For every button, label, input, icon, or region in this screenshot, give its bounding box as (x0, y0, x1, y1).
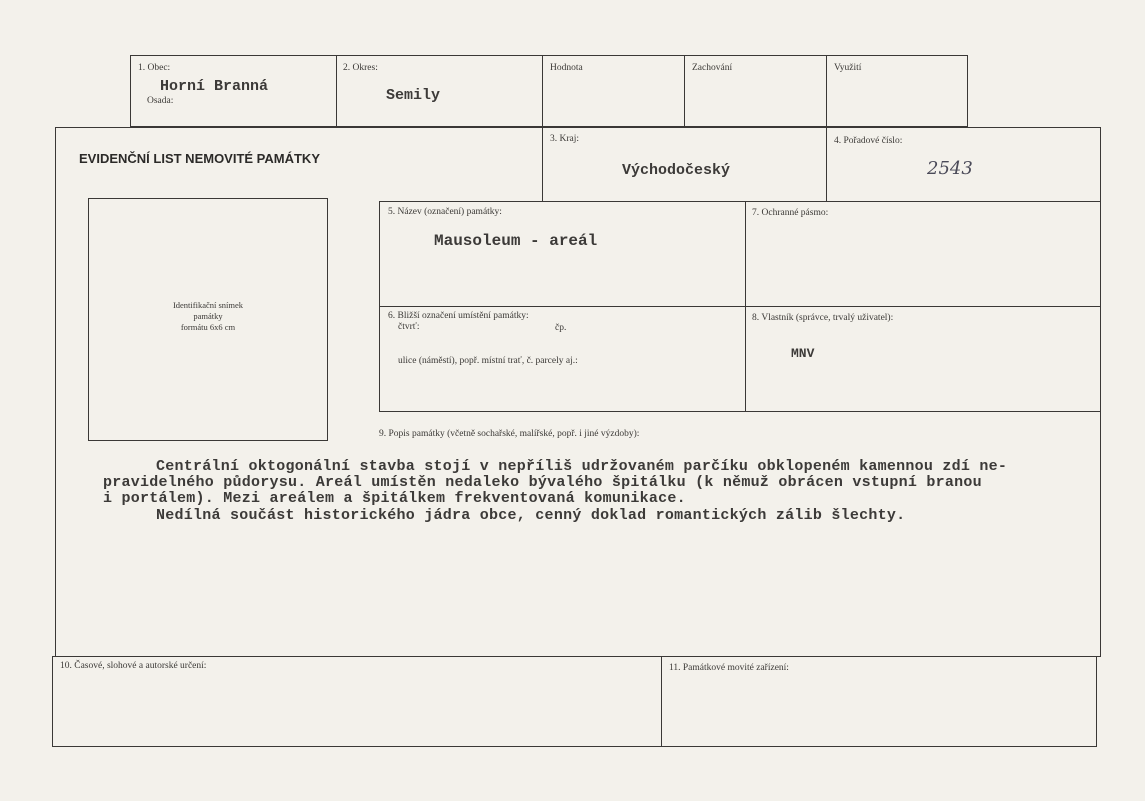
popis-line: Centrální oktogonální stavba stojí v nepříliš udržovaném parčíku obklopeném kamennou zdí ne- (156, 458, 1008, 475)
okres-value: Semily (386, 87, 441, 104)
poradove-cislo-value: 2543 (927, 158, 973, 179)
nazev-label: 5. Název (označení) památky: (388, 207, 502, 217)
cp-label: čp. (555, 323, 567, 333)
casove-urceni-label: 10. Časové, slohové a autorské určení: (60, 661, 207, 671)
obec-label: 1. Obec: (138, 63, 171, 73)
zachovani-label: Zachování (692, 63, 733, 73)
hodnota-label: Hodnota (550, 63, 583, 73)
photo-caption (90, 300, 326, 333)
ulice-label: ulice (náměstí), popř. místní trať, č. parcely aj.: (398, 356, 578, 366)
vlastnik-label: 8. Vlastník (správce, trvalý uživatel): (752, 313, 894, 323)
osada-label: Osada: (147, 96, 174, 106)
ctvrt-label: čtvrť: (398, 322, 420, 332)
poradove-cislo-label: 4. Pořadové číslo: (834, 136, 903, 146)
title-top-rule (55, 127, 543, 128)
popis-label: 9. Popis památky (včetně sochařské, malířské, popř. i jiné výzdoby): (379, 429, 640, 439)
nazev-value: Mausoleum - areál (434, 232, 598, 250)
vlastnik-value: MNV (791, 346, 815, 361)
ochranne-pasmo-label: 7. Ochranné pásmo: (752, 208, 829, 218)
kraj-label: 3. Kraj: (550, 134, 580, 144)
movite-zarizeni-label: 11. Památkové movité zařízení: (669, 663, 789, 673)
popis-line: Nedílná součást historického jádra obce, cenný doklad romantických zálib šlechty. (156, 507, 906, 524)
umisteni-label: 6. Bližší označení umístění památky: (388, 311, 529, 321)
vyuziti-label: Využití (834, 63, 862, 73)
popis-line: i portálem). Mezi areálem a špitálkem frekventovaná komunikace. (103, 490, 686, 507)
okres-label: 2. Okres: (343, 63, 378, 73)
form-title: EVIDENČNÍ LIST NEMOVITÉ PAMÁTKY (79, 151, 320, 166)
kraj-value: Východočeský (622, 162, 731, 179)
photo-caption-line: formátu 6x6 cm (180, 322, 236, 332)
photo-caption-line: Identifikační snímek (172, 300, 244, 310)
obec-value: Horní Branná (160, 78, 269, 95)
popis-line: pravidelného půdorysu. Areál umístěn nedaleko bývalého špitálku (k němuž obrácen vstupní branou (103, 474, 982, 491)
photo-caption-line: památky (193, 311, 223, 321)
